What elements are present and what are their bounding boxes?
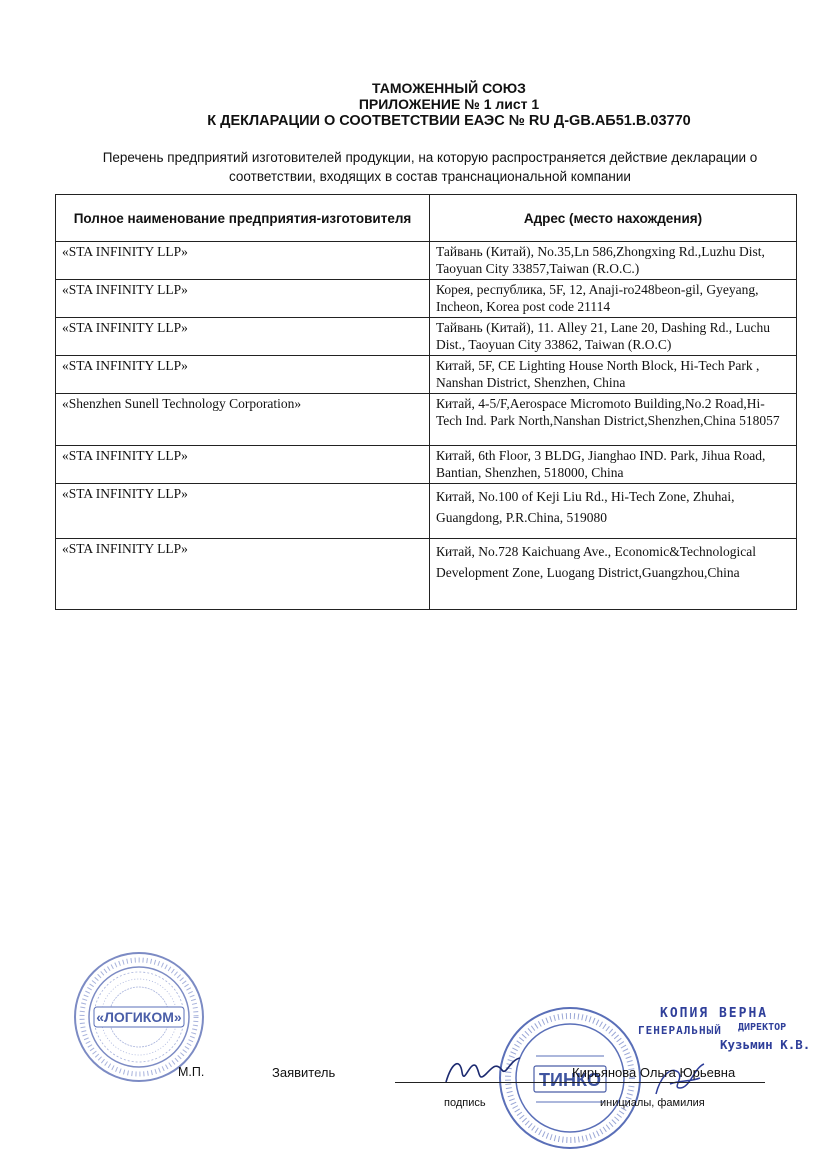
table-row bbox=[56, 280, 797, 318]
manufacturer-address: Тайвань (Китай), 11. Alley 21, Lane 20, Dashing Rd., Luchu Dist., Taoyuan City 33862, Taiwan (R.O.C) bbox=[430, 318, 797, 356]
manufacturer-name: «STA INFINITY LLP» bbox=[56, 484, 430, 539]
seal-logikom-text: «ЛОГИКОМ» bbox=[96, 1009, 182, 1025]
manufacturer-address: Китай, No.100 of Keji Liu Rd., Hi-Tech Zone, Zhuhai, Guangdong, P.R.China, 519080 bbox=[430, 484, 797, 539]
applicant-label: Заявитель bbox=[272, 1065, 336, 1080]
table-row bbox=[56, 242, 797, 280]
manufacturer-name: «STA INFINITY LLP» bbox=[56, 280, 430, 318]
initials-caption: инициалы, фамилия bbox=[600, 1097, 705, 1109]
manufacturer-name: «Shenzhen Sunell Technology Corporation» bbox=[56, 394, 430, 446]
copy-stamp-director: ДИРЕКТОР bbox=[738, 1022, 787, 1033]
table-row bbox=[56, 318, 797, 356]
signature-caption: подпись bbox=[444, 1097, 486, 1109]
manufacturer-address: Китай, 6th Floor, 3 BLDG, Jianghao IND. Park, Jihua Road, Bantian, Shenzhen, 518000, China bbox=[430, 446, 797, 484]
manufacturer-address: Корея, республика, 5F, 12, Anaji-ro248beon-gil, Gyeyang, Incheon, Korea post code 21114 bbox=[430, 280, 797, 318]
applicant-signature bbox=[440, 1052, 530, 1092]
table-row bbox=[56, 356, 797, 394]
table-row bbox=[56, 539, 797, 610]
signature-line bbox=[395, 1082, 765, 1083]
doc-header-union: ТАМОЖЕННЫЙ СОЮЗ bbox=[372, 80, 526, 96]
doc-header-declaration: К ДЕКЛАРАЦИИ О СООТВЕТСТВИИ ЕАЭС № RU Д-GB.АБ51.В.03770 bbox=[207, 113, 691, 129]
manufacturer-address: Китай, No.728 Kaichuang Ave., Economic&Technological Development Zone, Luogang District,Guangzhou,China bbox=[430, 539, 797, 610]
intro-text: Перечень предприятий изготовителей продукции, на которую распространяется действие декларации о соответствии, входящих в состав транснациональной компании bbox=[102, 150, 758, 184]
manufacturer-name: «STA INFINITY LLP» bbox=[56, 446, 430, 484]
signer-name: Кирьянова Ольга Юрьевна bbox=[572, 1065, 736, 1080]
company-seal-logikom bbox=[72, 950, 206, 1084]
table-row bbox=[56, 446, 797, 484]
seal-place-label: М.П. bbox=[178, 1065, 205, 1079]
col-header-name: Полное наименование предприятия-изготовителя bbox=[56, 195, 430, 242]
copy-stamp-title: КОПИЯ ВЕРНА bbox=[660, 1006, 769, 1021]
copy-stamp-general: ГЕНЕРАЛЬНЫЙ bbox=[638, 1024, 722, 1037]
manufacturers-table bbox=[55, 194, 797, 610]
manufacturer-address: Китай, 5F, CE Lighting House North Block, Hi-Tech Park , Nanshan District, Shenzhen, China bbox=[430, 356, 797, 394]
seal-tinko-text: ТИНКО bbox=[539, 1070, 601, 1090]
table-header-row bbox=[56, 195, 797, 242]
copy-stamp-name: Кузьмин К.В. bbox=[720, 1037, 811, 1052]
doc-header-appendix: ПРИЛОЖЕНИЕ № 1 лист 1 bbox=[358, 96, 540, 112]
table-row bbox=[56, 394, 797, 446]
manufacturer-name: «STA INFINITY LLP» bbox=[56, 242, 430, 280]
manufacturer-name: «STA INFINITY LLP» bbox=[56, 539, 430, 610]
manufacturer-address: Тайвань (Китай), No.35,Ln 586,Zhongxing Rd.,Luzhu Dist, Taoyuan City 33857,Taiwan (R.O.C.) bbox=[430, 242, 797, 280]
table-row bbox=[56, 484, 797, 539]
manufacturer-name: «STA INFINITY LLP» bbox=[56, 356, 430, 394]
col-header-address: Адрес (место нахождения) bbox=[430, 195, 797, 242]
manufacturer-address: Китай, 4-5/F,Aerospace Micromoto Building,No.2 Road,Hi-Tech Ind. Park North,Nanshan District,Shenzhen,China 518057 bbox=[430, 394, 797, 446]
manufacturer-name: «STA INFINITY LLP» bbox=[56, 318, 430, 356]
